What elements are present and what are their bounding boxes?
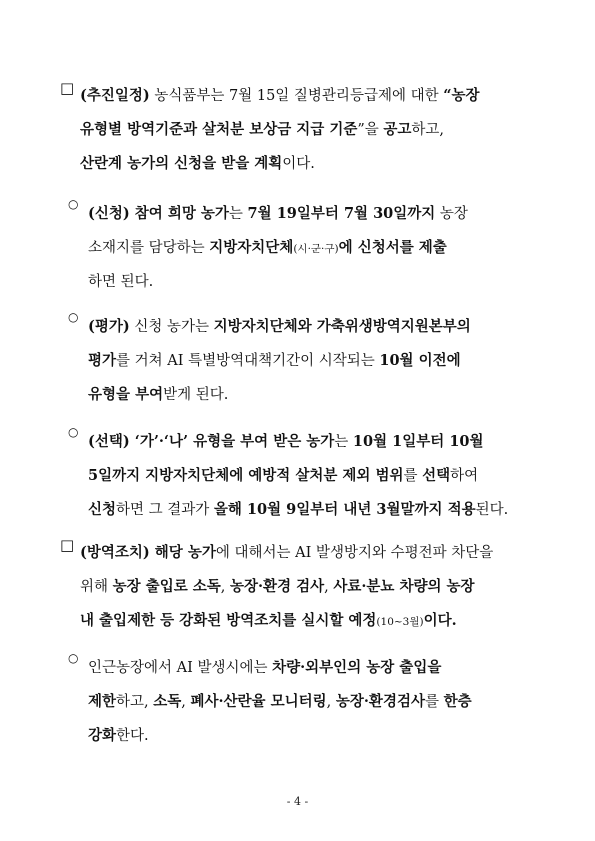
text-run: (시·군·구) bbox=[293, 243, 339, 255]
text-run: 된다. bbox=[475, 502, 509, 518]
bold-text-run: 소독 bbox=[153, 693, 182, 710]
text-line bbox=[80, 536, 535, 570]
text-line bbox=[88, 459, 535, 493]
text-run: 를 bbox=[403, 468, 423, 484]
text-line bbox=[80, 147, 535, 181]
circle-bullet-icon: ○ bbox=[68, 425, 79, 439]
bold-text-run: 농장 출입로 소독 bbox=[112, 578, 221, 595]
page-number: - 4 - bbox=[286, 795, 309, 808]
text-run: 하고, bbox=[116, 694, 154, 710]
square-bullet-icon: □ bbox=[60, 79, 75, 97]
bold-text-run: 신청 bbox=[88, 501, 117, 518]
bold-text-run: (선택) ‘가’·‘나’ 유형을 부여 받은 농가 bbox=[88, 433, 335, 450]
bold-text-run: (신청) 참여 희망 농가 bbox=[88, 205, 229, 222]
text-line bbox=[88, 344, 535, 378]
text-line bbox=[80, 570, 535, 604]
bold-text-run: 올해 10월 9일부터 내년 3월말까지 적용 bbox=[213, 501, 476, 518]
bold-text-run: 10월 1일부터 10월 bbox=[352, 433, 484, 450]
paragraph-measures bbox=[80, 536, 535, 639]
text-run: (10~3월) bbox=[376, 616, 424, 628]
bold-text-run: 7월 19일부터 7월 30일까지 bbox=[247, 205, 436, 222]
bold-text-run: 평가 bbox=[88, 352, 117, 369]
bold-text-run: (방역조치) 해당 농가 bbox=[80, 544, 216, 561]
bold-text-run: 강화 bbox=[88, 727, 117, 744]
bold-text-run: 공고 bbox=[383, 121, 412, 138]
bold-text-run: 유형별 방역기준과 살처분 보상금 지급 기준 bbox=[80, 121, 358, 138]
circle-bullet-icon: ○ bbox=[68, 310, 79, 324]
circle-bullet-icon: ○ bbox=[68, 197, 79, 211]
paragraph-schedule bbox=[80, 79, 535, 181]
text-line bbox=[88, 493, 535, 527]
bold-text-run: 제한 bbox=[88, 693, 117, 710]
text-line bbox=[88, 231, 535, 266]
bold-text-run: 에 신청서를 제출 bbox=[338, 239, 447, 256]
bold-text-run: 농장·환경검사 bbox=[335, 693, 425, 710]
text-run: 하면 그 결과가 bbox=[116, 502, 214, 518]
bold-text-run: 폐사·산란율 모니터링 bbox=[190, 693, 327, 710]
text-run: 하여 bbox=[450, 468, 479, 484]
text-run: 소재지를 담당하는 bbox=[88, 240, 210, 256]
bold-text-run: 지방자치단체 bbox=[209, 239, 294, 256]
text-run: , bbox=[220, 579, 230, 595]
text-run: 를 거쳐 AI 특별방역대책기간이 시작되는 bbox=[116, 353, 380, 369]
text-run: 위해 bbox=[80, 579, 113, 595]
text-run: 하면 된다. bbox=[88, 274, 154, 290]
bold-text-run: 유형을 부여 bbox=[88, 386, 164, 403]
text-run: 이다. bbox=[282, 156, 315, 172]
text-line bbox=[88, 197, 535, 231]
text-run: 신청 농가는 bbox=[129, 319, 214, 335]
text-line bbox=[88, 425, 535, 459]
bold-text-run: 사료·분뇨 차량의 농장 bbox=[333, 578, 475, 595]
text-line bbox=[88, 651, 535, 685]
text-run: , bbox=[324, 579, 334, 595]
bold-text-run: 이다. bbox=[423, 612, 457, 629]
text-line bbox=[80, 79, 535, 113]
text-run: 하고, bbox=[411, 122, 445, 138]
bold-text-run: (추진일정) bbox=[80, 87, 150, 104]
text-line bbox=[88, 310, 535, 344]
text-run: , bbox=[326, 694, 336, 710]
text-line bbox=[80, 604, 535, 639]
text-line bbox=[88, 719, 535, 753]
bold-text-run: 농장·환경 검사 bbox=[230, 578, 325, 595]
text-run: 농식품부는 7월 15일 질병관리등급제에 대한 bbox=[149, 88, 444, 104]
text-run: 는 bbox=[228, 206, 248, 222]
text-run: 한다. bbox=[116, 728, 149, 744]
text-run: 받게 된다. bbox=[163, 387, 229, 403]
text-run: 를 bbox=[424, 694, 444, 710]
text-run: 에 대해서는 AI 발생방지와 수평전파 차단을 bbox=[215, 545, 494, 561]
text-line bbox=[80, 113, 535, 147]
paragraph-select bbox=[88, 425, 535, 527]
text-run: 농장 bbox=[435, 206, 468, 222]
paragraph-evaluate bbox=[88, 310, 535, 412]
text-line bbox=[88, 685, 535, 719]
bold-text-run: “농장 bbox=[443, 87, 480, 104]
text-run: ”을 bbox=[357, 122, 384, 138]
text-run: 는 bbox=[334, 434, 353, 450]
bold-text-run: 내 출입제한 등 강화된 방역조치를 실시할 예정 bbox=[80, 612, 377, 629]
bold-text-run: (평가) bbox=[88, 318, 130, 335]
bold-text-run: 한층 bbox=[443, 693, 472, 710]
text-line bbox=[88, 378, 535, 412]
text-run: , bbox=[181, 694, 191, 710]
paragraph-nearby bbox=[88, 651, 535, 753]
paragraph-apply bbox=[88, 197, 535, 299]
text-run: 인근농장에서 AI 발생시에는 bbox=[88, 660, 273, 676]
bold-text-run: 지방자치단체와 가축위생방역지원본부의 bbox=[213, 318, 471, 335]
bold-text-run: 차량·외부인의 농장 출입을 bbox=[272, 659, 442, 676]
bold-text-run: 선택 bbox=[422, 467, 451, 484]
square-bullet-icon: □ bbox=[60, 536, 75, 554]
bold-text-run: 5일까지 지방자치단체에 예방적 살처분 제외 범위 bbox=[88, 467, 404, 484]
circle-bullet-icon: ○ bbox=[68, 651, 79, 665]
bold-text-run: 10월 이전에 bbox=[379, 352, 461, 369]
bold-text-run: 산란계 농가의 신청을 받을 계획 bbox=[80, 155, 283, 172]
text-line bbox=[88, 266, 535, 299]
